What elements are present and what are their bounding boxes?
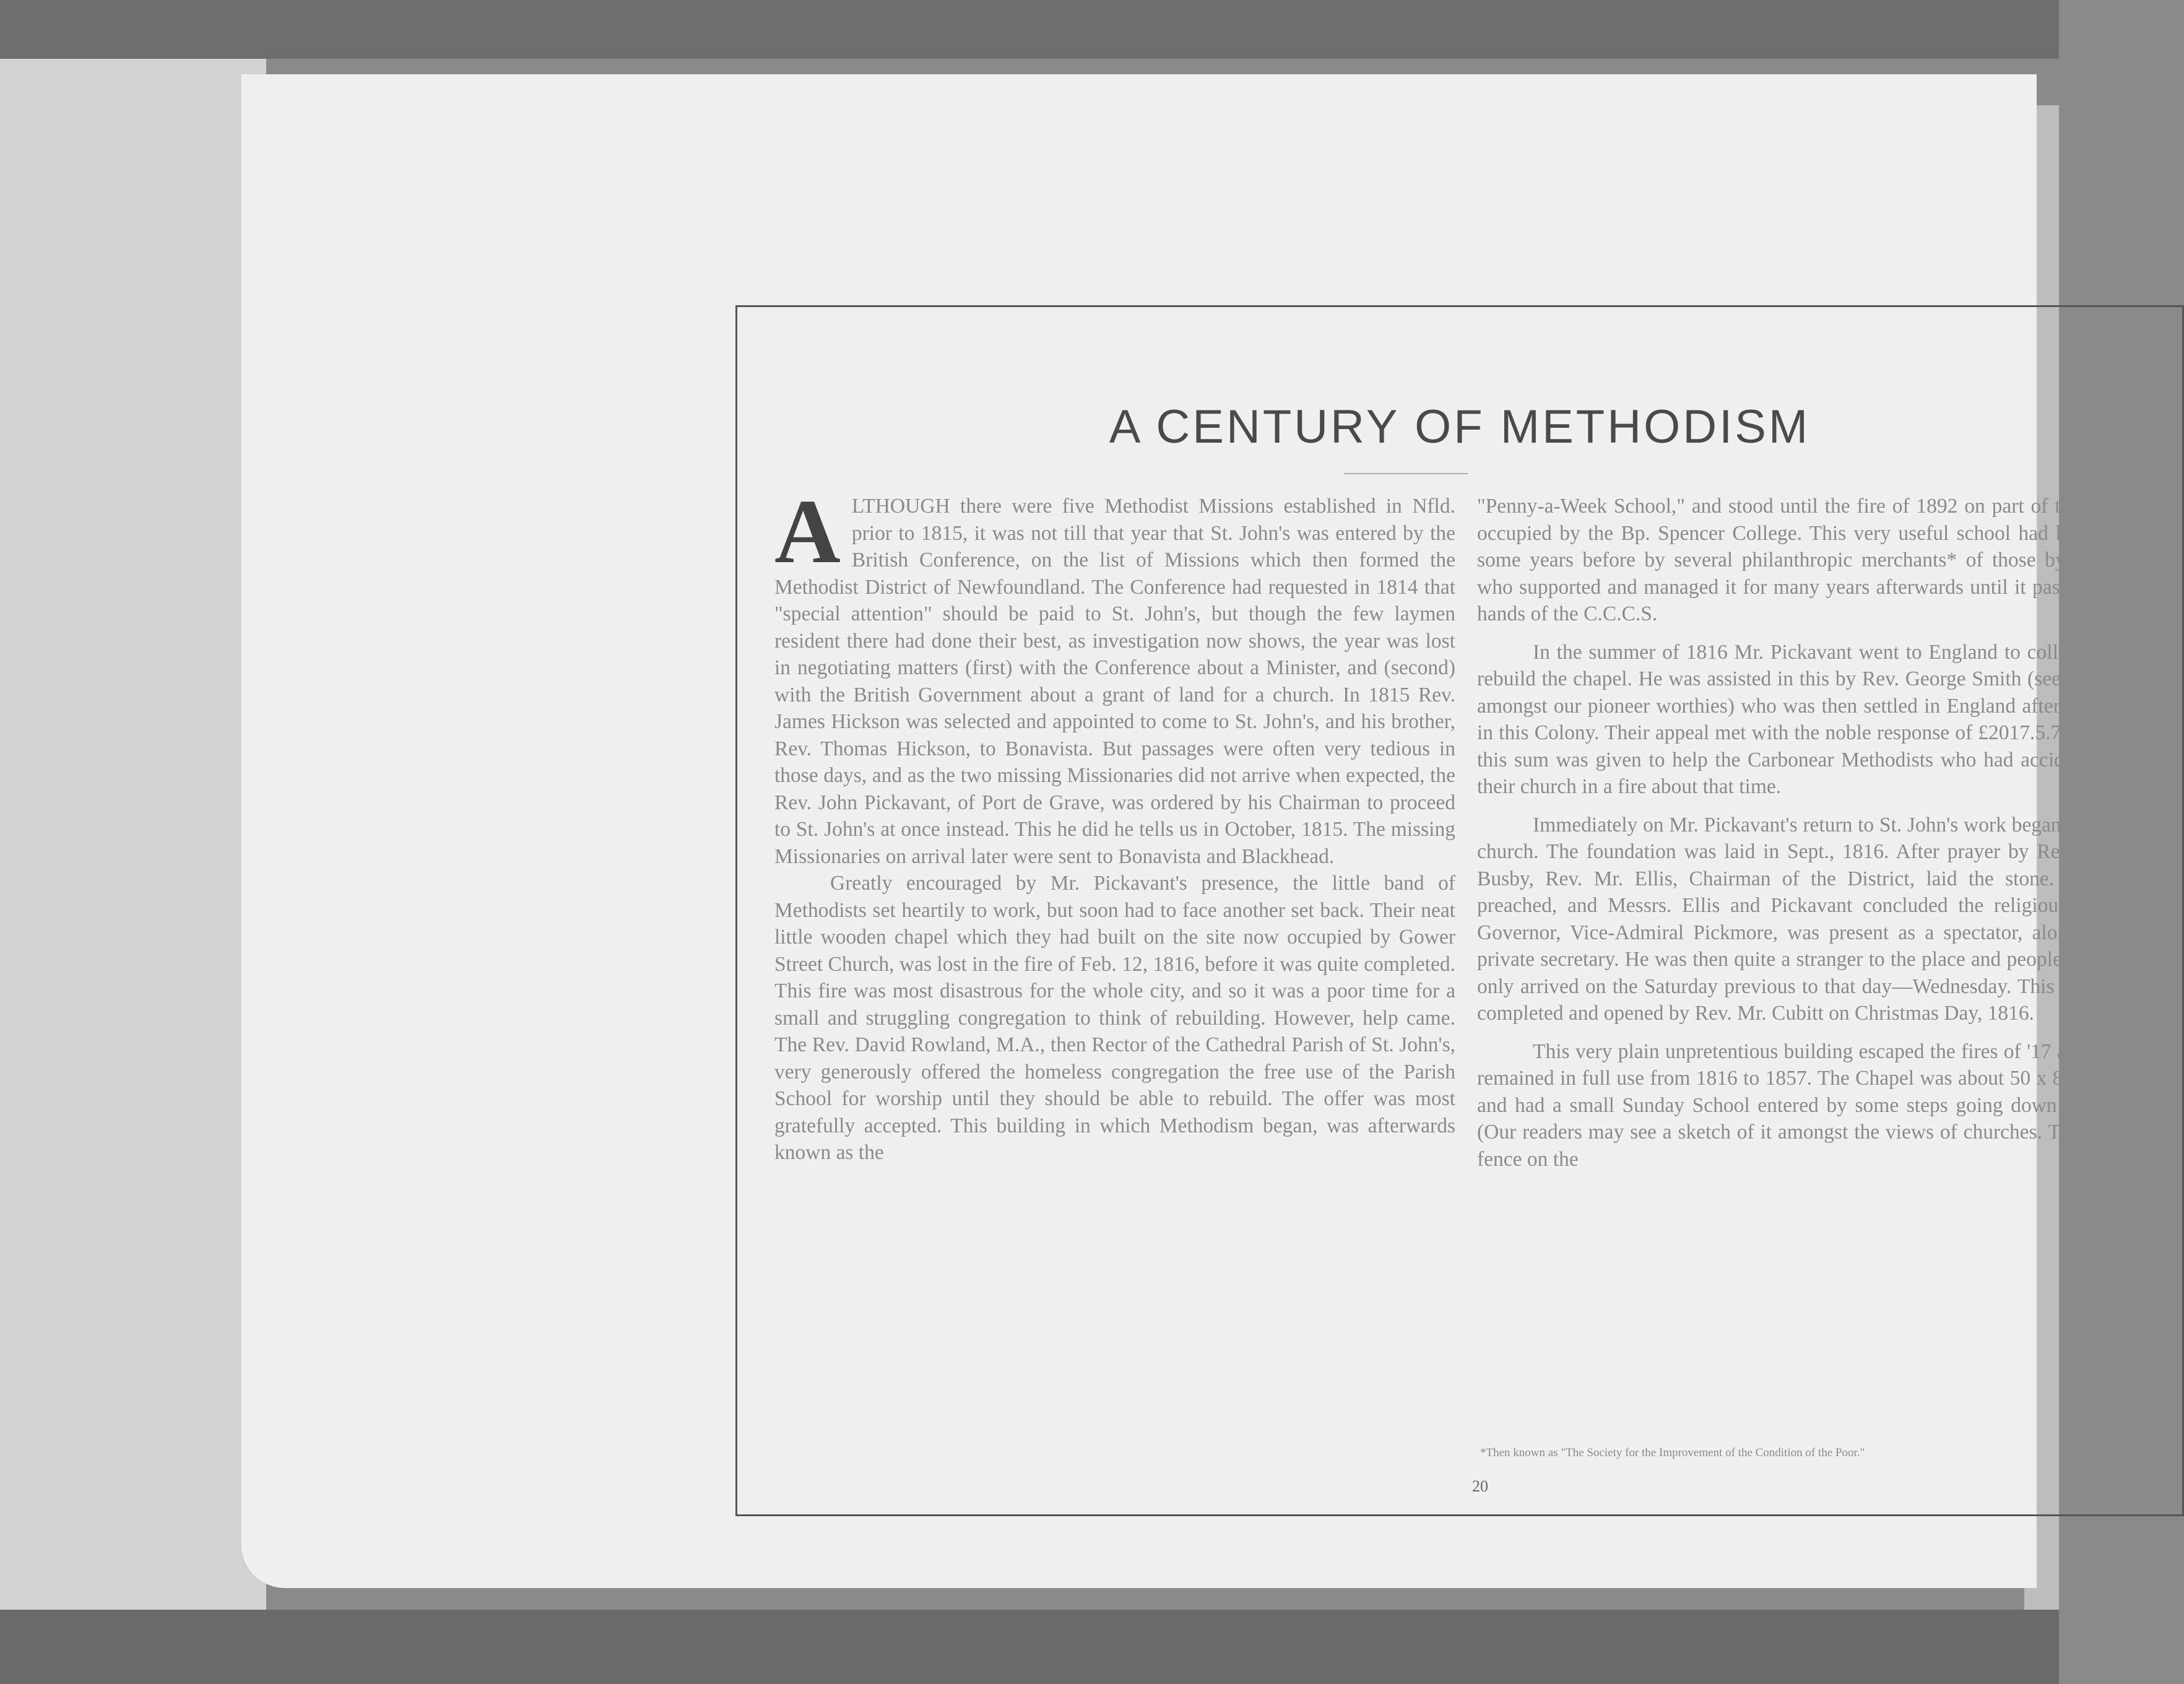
paragraph: In the summer of 1816 Mr. Pickavant went to England to collect funds to rebuild the chapel. He was assisted in this by Rev. George Smith (see his portrait amongst our pioneer worthies) who was then settled in England after his labours in this Colony. Their appeal met with the noble response of £2017.5.7 stg. Part of this sum was given to help the Carbonear Methodists who had accidentally lost their church in a fire about that time. — [1477, 640, 2158, 798]
page-number: 20 — [1472, 1477, 1488, 1495]
paragraph: "Penny-a-Week School," and stood until the fire of 1892 on part of the site now occupied by the Bp. Spencer College. This very useful school had been started some years before by several philanthropic merchants* of those bygone days, who supported and managed it for many years afterwards until it passed into the hands of the C.C.C.S. — [1477, 495, 2158, 625]
paragraph: Immediately on Mr. Pickavant's return to St. John's work began on the new church. The foundation was laid in Sept., 1816. After prayer by Rev. Sampson Busby, Rev. Mr. Ellis, Chairman of the District, laid the stone. Mr. Cubitt preached, and Messrs. Ellis and Pickavant concluded the religious exercises. Governor, Vice-Admiral Pickmore, was present as a spectator, along with his private secretary. He was then quite a stranger to the place and people, for he had only arrived on the Saturday previous to that day—Wednesday. This Chapel was completed and opened by Rev. Mr. Cubitt on Christmas Day, 1816. — [1477, 813, 2158, 1025]
article-frame — [735, 305, 2184, 1516]
scan-left-margin — [0, 59, 266, 1644]
paragraph: This very plain unpretentious building escaped the fires of '17 and '46, and remained in full use from 1816 to 1857. The Chapel was about 50 x 80 feet long, and had a small Sunday School entered by some steps going down in the rear. (Our readers may see a sketch of it amongst the views of churches. The wall and fence on the — [1477, 1039, 2158, 1171]
article-title: A CENTURY OF METHODISM — [1109, 401, 1811, 453]
scan-top-border — [0, 0, 2059, 59]
drop-cap: A — [774, 481, 841, 583]
left-column — [774, 481, 1455, 1166]
title-rule — [1344, 473, 1468, 474]
paragraph: Greatly encouraged by Mr. Pickavant's presence, the little band of Methodists set heartily to work, but soon had to face another set back. Their neat little wooden chapel which they had built on the site now occupied by Gower Street Church, was lost in the fire of Feb. 12, 1816, before it was quite completed. This fire was most disastrous for the whole city, and so it was a poor time for a small and struggling congregation to think of rebuilding. However, help came. The Rev. David Rowland, M.A., then Rector of the Cathedral Parish of St. John's, very generously offered the homeless congregation the free use of the Parish School for worship until they should be able to rebuild. The offer was most gratefully accepted. This building in which Methodism began, was afterwards known as the — [774, 872, 1455, 1164]
footnote: *Then known as "The Society for the Improvement of the Condition of the Poor." — [1480, 1446, 1865, 1459]
right-column — [1477, 493, 2158, 1173]
paragraph: LTHOUGH there were five Methodist Missions established in Nfld. prior to 1815, it was not till that year that St. John's was entered by the British Conference, on the list of Missions which then formed the Methodist District of Newfoundland. The Conference had requested in 1814 that "special attention" should be paid to St. John's, but though the few laymen resident there had done their best, as investigation now shows, the year was lost in negotiating matters (first) with the Conference about a Minister, and (second) with the British Government about a grant of land for a church. In 1815 Rev. James Hickson was selected and appointed to come to St. John's, and his brother, Rev. Thomas Hickson, to Bonavista. But passages were often very tedious in those days, and as the two missing Missionaries did not arrive when expected, the Rev. John Pickavant, of Port de Grave, was ordered by his Chairman to proceed to St. John's at once instead. This he did he tells us in October, 1815. The missing Missionaries on arrival later were sent to Bonavista and Blackhead. — [774, 495, 1455, 868]
page-sheet — [241, 74, 2158, 1588]
scan-bottom-border — [0, 1610, 2059, 1684]
